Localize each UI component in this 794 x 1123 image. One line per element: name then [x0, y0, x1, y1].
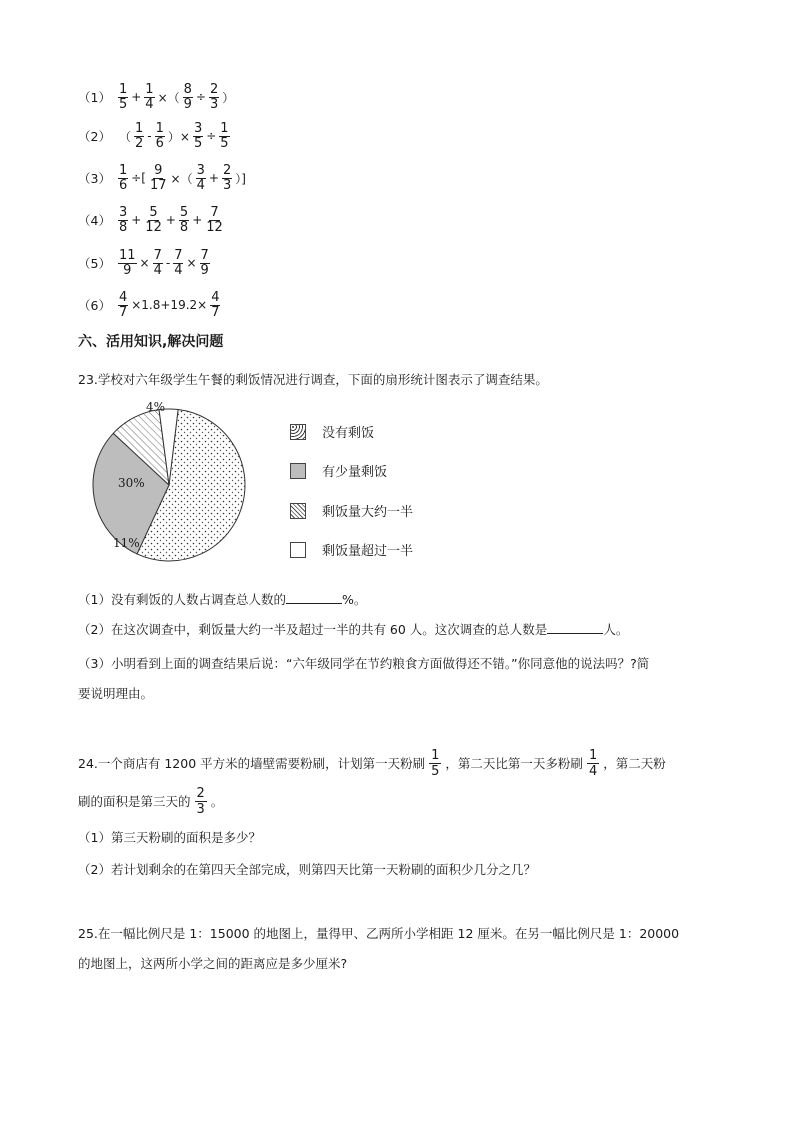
frac-denominator: 6: [155, 135, 164, 151]
frac-denominator: 5: [118, 96, 128, 112]
frac-numerator: 1: [118, 162, 128, 178]
fraction: [144, 83, 154, 112]
frac-denominator: 9: [123, 262, 132, 278]
q23-sub1: [78, 589, 366, 611]
q23-sub1-text: （1）没有剩饭的人数占调查总人数的: [78, 592, 286, 607]
frac-denominator: 12: [145, 219, 162, 235]
frac-denominator: 17: [149, 177, 167, 193]
q24-sub1: （1）第三天粉刷的面积是多少？: [78, 830, 261, 845]
legend-item-none-left: [290, 422, 374, 441]
frac-denominator: 7: [211, 304, 220, 320]
frac-numerator: 7: [174, 247, 183, 263]
frac-numerator: 1: [431, 748, 440, 763]
calculation-item: [78, 203, 225, 237]
frac-denominator: 5: [193, 135, 203, 151]
q24-text-e: 。: [210, 793, 224, 809]
frac-numerator: 1: [220, 120, 229, 136]
frac-numerator: 5: [149, 204, 158, 220]
frac-numerator: 3: [193, 120, 203, 136]
section-heading: 六、活用知识,解决问题: [78, 334, 224, 350]
fraction: [118, 291, 128, 320]
calculation-number: （3）: [78, 171, 111, 186]
operator: +: [165, 213, 176, 227]
q23-sub3: [78, 649, 718, 709]
legend-label: 剩饭量超过一半: [322, 544, 414, 559]
fraction: [118, 206, 128, 235]
q23-sub1-unit: %。: [341, 592, 367, 607]
q25-line2: 的地图上，这两所小学之间的距离应是多少厘米?: [78, 956, 348, 971]
fraction: [193, 122, 203, 151]
answer-blank-2[interactable]: [547, 621, 603, 634]
calculation-number: （6）: [78, 298, 111, 313]
fraction: [144, 206, 163, 235]
fraction: [118, 249, 137, 278]
frac-denominator: 4: [145, 96, 154, 112]
operator: +: [208, 171, 219, 185]
operator: ×1.8+19.2×: [131, 298, 208, 312]
frac-denominator: 4: [588, 764, 598, 779]
fraction: [209, 83, 219, 112]
legend-swatch-hatched: [290, 503, 306, 519]
calculation-item: [78, 161, 248, 195]
operator: ）: [222, 90, 235, 105]
frac-numerator: 1: [134, 120, 144, 136]
frac-denominator: 3: [209, 96, 219, 112]
frac-denominator: 8: [118, 219, 128, 235]
calculation-number: （2）: [78, 129, 111, 144]
fraction: [179, 206, 189, 235]
frac-numerator: 9: [154, 162, 163, 178]
q25-line1: 25.在一幅比例尺是 1：15000 的地图上，量得甲、乙两所小学相距 12 厘米。在另一幅比例尺是 1：20000: [78, 926, 680, 941]
legend-label: 剩饭量大约一半: [322, 505, 414, 520]
q24-frac-2: [587, 748, 599, 779]
legend-label: 没有剩饭: [322, 426, 375, 441]
q24-text-c: ，第二天粉: [603, 755, 666, 771]
operator: ）]: [235, 171, 246, 186]
operator: -: [147, 129, 152, 143]
fraction: [134, 122, 144, 151]
legend-item-over-half: [290, 540, 413, 559]
frac-denominator: 9: [200, 262, 209, 278]
legend-item-small: [290, 461, 387, 480]
frac-numerator: 1: [588, 748, 598, 763]
fraction: [173, 249, 183, 278]
legend-swatch-gray: [290, 463, 306, 479]
q24-line2: [78, 786, 223, 817]
operator: +: [131, 213, 142, 227]
frac-numerator: 7: [210, 204, 219, 220]
frac-denominator: 5: [220, 135, 229, 151]
operator: ×: [186, 256, 197, 270]
q24-text-b: ，第二天比第一天多粉刷: [445, 755, 583, 771]
frac-denominator: 9: [183, 96, 192, 112]
operator: ×（: [170, 171, 193, 186]
q23-sub3-line2: 要说明理由。: [78, 686, 154, 701]
fraction: [200, 249, 210, 278]
frac-numerator: 11: [118, 247, 136, 263]
operator: -: [165, 256, 171, 270]
q23-sub3-line1: （3）小明看到上面的调查结果后说：“六年级同学在节约粮食方面做得还不错。”你同意他的说法吗？?简: [78, 656, 650, 671]
answer-blank-1[interactable]: [286, 591, 342, 604]
fraction: [222, 164, 232, 193]
frac-denominator: 2: [134, 135, 144, 151]
q24-frac-1: [429, 748, 441, 779]
q23-sub2-text: （2）在这次调查中，剩饭量大约一半及超过一半的共有 60 人。这次调查的总人数是: [78, 622, 548, 637]
frac-numerator: 2: [209, 81, 219, 97]
calculation-item: [78, 288, 221, 322]
frac-denominator: 12: [206, 219, 223, 235]
frac-denominator: 4: [196, 177, 205, 193]
q24-frac-3: [195, 786, 207, 817]
operator: （: [118, 129, 131, 144]
frac-numerator: 5: [179, 204, 189, 220]
q24-text-d: 刷的面积是第三天的: [78, 793, 191, 809]
q23-sub2: [78, 619, 628, 641]
frac-numerator: 3: [196, 162, 205, 178]
frac-denominator: 3: [196, 802, 205, 817]
operator: ÷: [195, 90, 206, 104]
frac-numerator: 3: [118, 204, 128, 220]
operator: ）×: [167, 129, 190, 144]
legend-swatch-dotted: [290, 424, 306, 440]
fraction: [205, 206, 224, 235]
operator: ÷[: [131, 171, 146, 185]
calculation-item: [78, 119, 231, 153]
fraction: [149, 164, 168, 193]
fraction: [219, 122, 229, 151]
frac-numerator: 2: [196, 786, 205, 801]
frac-numerator: 1: [118, 81, 128, 97]
fraction: [155, 122, 165, 151]
calculation-item: [78, 246, 211, 280]
pie-label-30: 30%: [118, 476, 145, 490]
fraction: [118, 164, 128, 193]
frac-denominator: 7: [118, 304, 128, 320]
q23-title: 23.学校对六年级学生午餐的剩饭情况进行调查，下面的扇形统计图表示了调查结果。: [78, 372, 548, 387]
frac-numerator: 4: [118, 289, 128, 305]
calculation-number: （5）: [78, 256, 111, 271]
frac-numerator: 7: [153, 247, 162, 263]
calculation-number: （1）: [78, 90, 111, 105]
frac-denominator: 5: [431, 764, 440, 779]
q24-text-a: 24.一个商店有 1200 平方米的墙壁需要粉刷，计划第一天粉刷: [78, 755, 426, 771]
q24-line1: [78, 748, 666, 779]
fraction: [183, 83, 193, 112]
legend-item-half: [290, 501, 413, 520]
frac-denominator: 4: [153, 262, 162, 278]
frac-denominator: 8: [179, 219, 189, 235]
frac-numerator: 2: [222, 162, 232, 178]
frac-denominator: 6: [118, 177, 128, 193]
q24-sub2: （2）若计划剩余的在第四天全部完成，则第四天比第一天粉刷的面积少几分之几？: [78, 862, 536, 877]
frac-numerator: 4: [211, 289, 220, 305]
q25: [78, 919, 718, 979]
frac-denominator: 3: [222, 177, 232, 193]
legend-label: 有少量剩饭: [322, 465, 388, 480]
legend-swatch-blank: [290, 542, 306, 558]
fraction: [196, 164, 206, 193]
pie-label-11: 11%: [113, 536, 140, 550]
frac-numerator: 8: [183, 81, 192, 97]
frac-numerator: 1: [145, 81, 154, 97]
calculation-item: [78, 80, 236, 114]
frac-numerator: 1: [155, 120, 164, 136]
operator: ÷: [206, 129, 217, 143]
operator: +: [131, 90, 142, 104]
pie-label-4: 4%: [146, 400, 166, 414]
operator: +: [192, 213, 203, 227]
q23-sub2-unit: 人。: [603, 622, 629, 637]
operator: ×（: [157, 90, 180, 105]
calculation-number: （4）: [78, 213, 111, 228]
fraction: [210, 291, 220, 320]
fraction: [118, 83, 128, 112]
frac-denominator: 4: [174, 262, 183, 278]
operator: ×: [139, 256, 150, 270]
frac-numerator: 7: [200, 247, 209, 263]
fraction: [153, 249, 163, 278]
